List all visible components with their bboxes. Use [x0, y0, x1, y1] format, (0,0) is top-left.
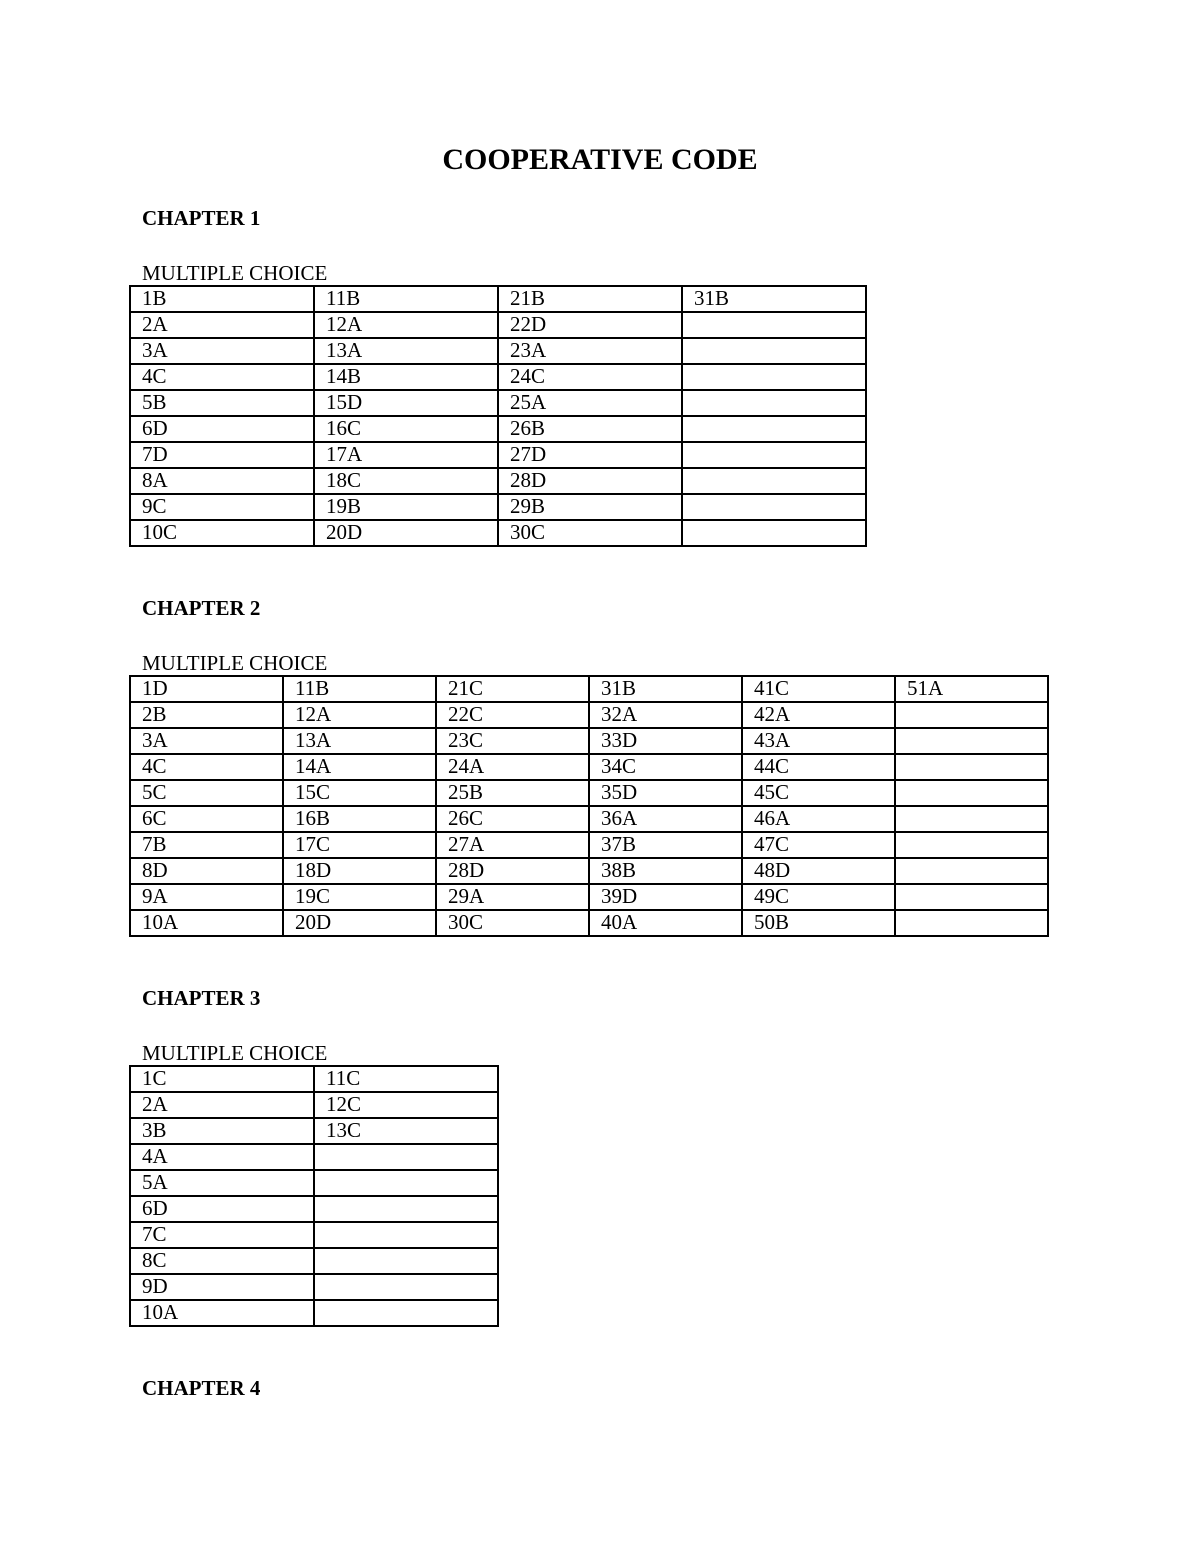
- chapter-1-subheading: MULTIPLE CHOICE: [142, 261, 328, 285]
- answer-cell: 23C: [436, 728, 589, 754]
- answer-cell: 22C: [436, 702, 589, 728]
- answer-cell: 31B: [589, 676, 742, 702]
- answer-cell: 23A: [498, 338, 682, 364]
- answer-cell: 7D: [130, 442, 314, 468]
- answer-cell: 15D: [314, 390, 498, 416]
- table-row: [130, 1144, 498, 1170]
- answer-cell: 4A: [130, 1144, 314, 1170]
- chapter-2-answer-table: [129, 675, 1049, 937]
- answer-cell: 17A: [314, 442, 498, 468]
- chapter-2-subheading: MULTIPLE CHOICE: [142, 651, 328, 675]
- answer-cell: 33D: [589, 728, 742, 754]
- answer-cell: [895, 754, 1048, 780]
- answer-cell: 36A: [589, 806, 742, 832]
- answer-cell: 6D: [130, 416, 314, 442]
- answer-cell: 28D: [436, 858, 589, 884]
- answer-cell: 14A: [283, 754, 436, 780]
- answer-cell: 16B: [283, 806, 436, 832]
- table-row: [130, 806, 1048, 832]
- answer-cell: 35D: [589, 780, 742, 806]
- table-row: [130, 1222, 498, 1248]
- answer-cell: 51A: [895, 676, 1048, 702]
- answer-cell: [314, 1222, 498, 1248]
- answer-cell: 10A: [130, 1300, 314, 1326]
- answer-cell: 43A: [742, 728, 895, 754]
- answer-cell: 37B: [589, 832, 742, 858]
- answer-cell: [314, 1248, 498, 1274]
- answer-cell: [682, 442, 866, 468]
- answer-cell: 1B: [130, 286, 314, 312]
- table-row: [130, 312, 866, 338]
- chapter-3-heading: CHAPTER 3: [142, 986, 261, 1010]
- answer-cell: 13A: [283, 728, 436, 754]
- answer-cell: 7C: [130, 1222, 314, 1248]
- answer-cell: 21C: [436, 676, 589, 702]
- answer-cell: 50B: [742, 910, 895, 936]
- table-row: [130, 728, 1048, 754]
- page-title: COOPERATIVE CODE: [442, 143, 758, 176]
- answer-cell: [895, 858, 1048, 884]
- answer-cell: 15C: [283, 780, 436, 806]
- answer-cell: 13C: [314, 1118, 498, 1144]
- answer-cell: 25B: [436, 780, 589, 806]
- table-row: [130, 858, 1048, 884]
- answer-cell: [895, 702, 1048, 728]
- answer-cell: 27A: [436, 832, 589, 858]
- answer-cell: 24A: [436, 754, 589, 780]
- table-row: [130, 832, 1048, 858]
- answer-cell: [682, 338, 866, 364]
- table-row: [130, 1066, 498, 1092]
- answer-cell: 27D: [498, 442, 682, 468]
- answer-cell: 1C: [130, 1066, 314, 1092]
- answer-cell: 31B: [682, 286, 866, 312]
- table-row: [130, 702, 1048, 728]
- answer-cell: [682, 312, 866, 338]
- answer-cell: 3B: [130, 1118, 314, 1144]
- answer-cell: 11B: [314, 286, 498, 312]
- answer-cell: 19C: [283, 884, 436, 910]
- answer-cell: [895, 806, 1048, 832]
- answer-cell: 6D: [130, 1196, 314, 1222]
- answer-cell: 4C: [130, 364, 314, 390]
- answer-cell: 29B: [498, 494, 682, 520]
- table-row: [130, 884, 1048, 910]
- table-row: [130, 520, 866, 546]
- answer-cell: [314, 1144, 498, 1170]
- answer-cell: [895, 780, 1048, 806]
- table-row: [130, 338, 866, 364]
- answer-cell: 8C: [130, 1248, 314, 1274]
- answer-cell: 45C: [742, 780, 895, 806]
- answer-cell: 42A: [742, 702, 895, 728]
- answer-cell: [682, 390, 866, 416]
- answer-cell: [682, 416, 866, 442]
- answer-cell: 14B: [314, 364, 498, 390]
- answer-cell: 8D: [130, 858, 283, 884]
- answer-cell: 2A: [130, 312, 314, 338]
- answer-cell: 30C: [436, 910, 589, 936]
- answer-cell: 6C: [130, 806, 283, 832]
- answer-cell: 26C: [436, 806, 589, 832]
- table-row: [130, 1170, 498, 1196]
- table-row: [130, 1118, 498, 1144]
- chapter-2-heading: CHAPTER 2: [142, 596, 261, 620]
- table-row: [130, 364, 866, 390]
- table-row: [130, 416, 866, 442]
- answer-cell: 8A: [130, 468, 314, 494]
- answer-cell: 7B: [130, 832, 283, 858]
- table-row: [130, 1196, 498, 1222]
- answer-cell: [314, 1170, 498, 1196]
- answer-cell: 16C: [314, 416, 498, 442]
- answer-cell: 1D: [130, 676, 283, 702]
- answer-cell: 25A: [498, 390, 682, 416]
- chapter-4-heading: CHAPTER 4: [142, 1376, 261, 1400]
- answer-cell: [682, 468, 866, 494]
- table-row: [130, 676, 1048, 702]
- answer-cell: 2B: [130, 702, 283, 728]
- answer-cell: 46A: [742, 806, 895, 832]
- table-row: [130, 468, 866, 494]
- answer-cell: 9A: [130, 884, 283, 910]
- answer-cell: 29A: [436, 884, 589, 910]
- answer-cell: 5A: [130, 1170, 314, 1196]
- chapter-1-heading: CHAPTER 1: [142, 206, 261, 230]
- answer-cell: 24C: [498, 364, 682, 390]
- answer-cell: 26B: [498, 416, 682, 442]
- answer-cell: 39D: [589, 884, 742, 910]
- answer-cell: 18C: [314, 468, 498, 494]
- answer-cell: [314, 1274, 498, 1300]
- table-row: [130, 390, 866, 416]
- answer-cell: 48D: [742, 858, 895, 884]
- answer-cell: [314, 1300, 498, 1326]
- table-row: [130, 910, 1048, 936]
- answer-cell: 30C: [498, 520, 682, 546]
- answer-cell: 9D: [130, 1274, 314, 1300]
- answer-cell: [895, 884, 1048, 910]
- answer-cell: 20D: [314, 520, 498, 546]
- answer-cell: [895, 832, 1048, 858]
- answer-cell: 5C: [130, 780, 283, 806]
- answer-cell: 18D: [283, 858, 436, 884]
- table-row: [130, 780, 1048, 806]
- table-row: [130, 1092, 498, 1118]
- answer-cell: [682, 364, 866, 390]
- answer-cell: [895, 728, 1048, 754]
- answer-cell: 20D: [283, 910, 436, 936]
- answer-cell: 40A: [589, 910, 742, 936]
- answer-cell: 49C: [742, 884, 895, 910]
- answer-cell: [682, 494, 866, 520]
- answer-cell: 10C: [130, 520, 314, 546]
- answer-cell: [682, 520, 866, 546]
- answer-cell: 38B: [589, 858, 742, 884]
- answer-cell: 10A: [130, 910, 283, 936]
- chapter-1-answer-table: [129, 285, 867, 547]
- table-row: [130, 442, 866, 468]
- answer-cell: [895, 910, 1048, 936]
- table-row: [130, 286, 866, 312]
- answer-cell: 12A: [314, 312, 498, 338]
- answer-cell: 21B: [498, 286, 682, 312]
- answer-cell: 47C: [742, 832, 895, 858]
- answer-cell: 3A: [130, 728, 283, 754]
- answer-cell: 12C: [314, 1092, 498, 1118]
- answer-cell: 4C: [130, 754, 283, 780]
- table-row: [130, 1248, 498, 1274]
- answer-cell: 9C: [130, 494, 314, 520]
- chapter-3-subheading: MULTIPLE CHOICE: [142, 1041, 328, 1065]
- answer-cell: 19B: [314, 494, 498, 520]
- answer-cell: 44C: [742, 754, 895, 780]
- table-row: [130, 494, 866, 520]
- answer-cell: 5B: [130, 390, 314, 416]
- table-row: [130, 1300, 498, 1326]
- answer-cell: 11B: [283, 676, 436, 702]
- answer-cell: 22D: [498, 312, 682, 338]
- answer-cell: 12A: [283, 702, 436, 728]
- answer-cell: 34C: [589, 754, 742, 780]
- answer-cell: 3A: [130, 338, 314, 364]
- answer-cell: 28D: [498, 468, 682, 494]
- answer-cell: [314, 1196, 498, 1222]
- table-row: [130, 754, 1048, 780]
- answer-cell: 13A: [314, 338, 498, 364]
- answer-cell: 17C: [283, 832, 436, 858]
- table-row: [130, 1274, 498, 1300]
- answer-cell: 32A: [589, 702, 742, 728]
- answer-cell: 2A: [130, 1092, 314, 1118]
- answer-cell: 41C: [742, 676, 895, 702]
- chapter-3-answer-table: [129, 1065, 499, 1327]
- answer-cell: 11C: [314, 1066, 498, 1092]
